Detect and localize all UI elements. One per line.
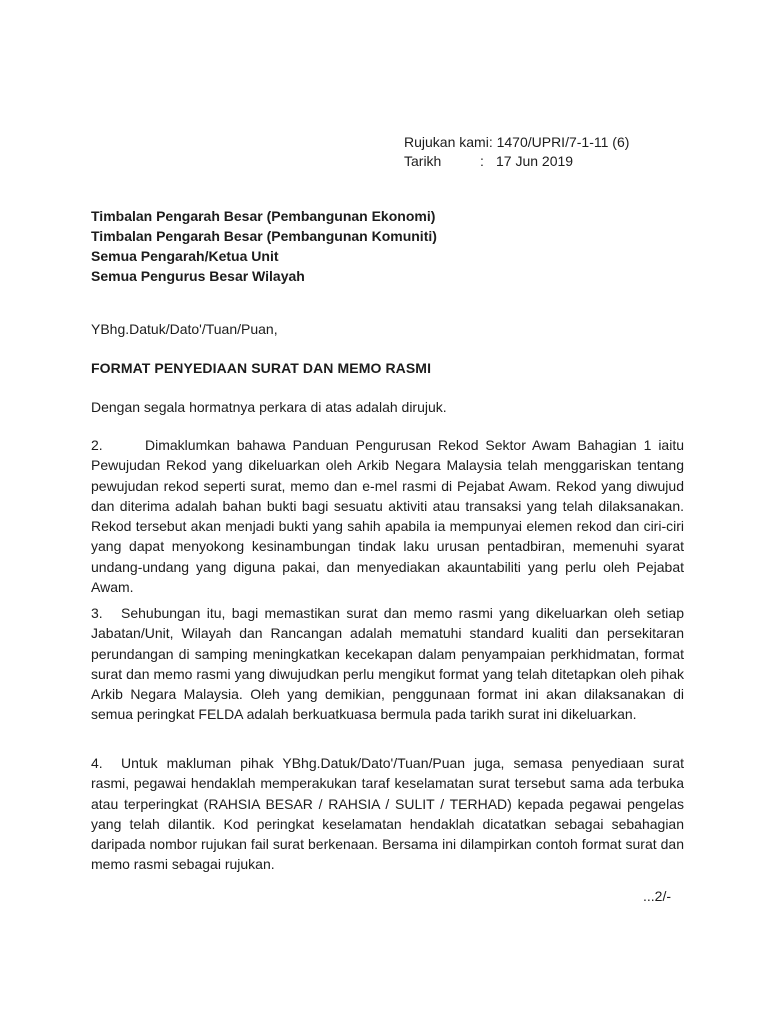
paragraph-2 <box>91 435 684 597</box>
paragraph-text: Sehubungan itu, bagi memastikan surat dan memo rasmi yang dikeluarkan oleh setiap Jabatan/Unit, Wilayah dan Rancangan adalah mematuhi standard kualiti dan persekitaran perundangan di samping meningkatkan kecekapan dalam penyampaian perkhidmatan, format surat dan memo rasmi yang diwujudkan perlu mengikut format yang telah ditetapkan oleh pihak Arkib Negara Malaysia. Oleh yang demikian, penggunaan format ini akan dilaksanakan di semua peringkat FELDA adalah berkuatkuasa bermula pada tarikh surat ini dikeluarkan. <box>91 605 684 723</box>
paragraph-4 <box>91 753 684 875</box>
recipients-block <box>91 206 437 286</box>
paragraph-text: Dimaklumkan bahawa Panduan Pengurusan Rekod Sektor Awam Bahagian 1 iaitu Pewujudan Rekod yang dikeluarkan oleh Arkib Negara Malaysia telah menggariskan tentang pewujudan rekod seperti surat, memo dan e-mel rasmi di Pejabat Awam. Rekod yang diwujud dan diterima adalah bahan bukti bagi sesuatu aktiviti atau transaksi yang telah dilaksanakan. Rekod tersebut akan menjadi bukti yang sahih apabila ia mempunyai elemen rekod dan ciri-ciri yang dapat menyokong kesinambungan tindak laku urusan pentadbiran, memenuhi syarat undang-undang yang diguna pakai, dan menyediakan akauntabiliti yang perlu oleh Pejabat Awam. <box>91 437 684 596</box>
date-label: Tarikh <box>404 153 442 169</box>
recipient-line: Timbalan Pengarah Besar (Pembangunan Komuniti) <box>91 228 437 244</box>
reference-block <box>404 133 629 171</box>
paragraph-3 <box>91 603 684 725</box>
paragraph-number: 3. <box>91 605 103 621</box>
paragraph-1 <box>91 397 684 417</box>
date-row <box>404 152 629 171</box>
reference-label: Rujukan kami: <box>404 134 493 150</box>
letter-subject: FORMAT PENYEDIAAN SURAT DAN MEMO RASMI <box>91 360 432 376</box>
page-continuation: ...2/- <box>643 888 672 904</box>
date-value: 17 Jun 2019 <box>496 153 574 169</box>
date-colon: : <box>480 153 484 169</box>
reference-value: 1470/UPRI/7-1-11 (6) <box>496 134 630 150</box>
reference-row <box>404 133 629 152</box>
paragraph-text: Untuk makluman pihak YBhg.Datuk/Dato'/Tuan/Puan juga, semasa penyediaan surat rasmi, pegawai hendaklah memperakukan taraf keselamatan surat tersebut sama ada terbuka atau terperingkat (RAHSIA BESAR / RAHSIA / SULIT / TERHAD) kepada pegawai pengelas yang telah dilantik. Kod peringkat keselamatan hendaklah dicatatkan sebagai sebahagian daripada nombor rujukan fail surat berkenaan. Bersama ini dilampirkan contoh format surat dan memo rasmi sebagai rujukan. <box>91 755 684 873</box>
recipient-line: Timbalan Pengarah Besar (Pembangunan Ekonomi) <box>91 208 436 224</box>
paragraph-number: 2. <box>91 437 103 453</box>
salutation: YBhg.Datuk/Dato'/Tuan/Puan, <box>91 321 278 337</box>
paragraph-number: 4. <box>91 755 103 771</box>
recipient-line: Semua Pengarah/Ketua Unit <box>91 248 279 264</box>
recipient-line: Semua Pengurus Besar Wilayah <box>91 268 305 284</box>
paragraph-text: Dengan segala hormatnya perkara di atas adalah dirujuk. <box>91 399 447 415</box>
